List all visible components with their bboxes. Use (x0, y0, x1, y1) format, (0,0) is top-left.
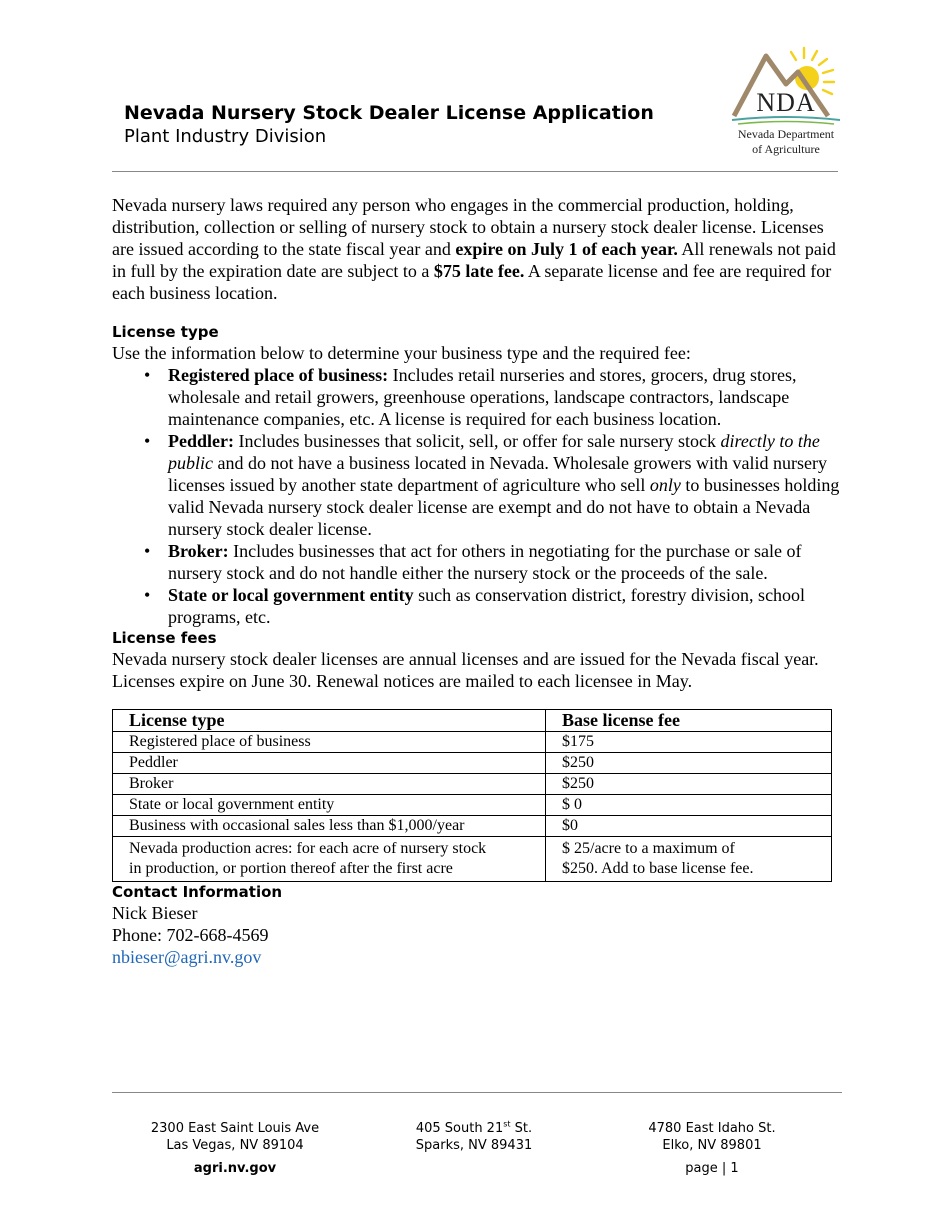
header-divider (112, 171, 838, 172)
page-number: page | 1 (685, 1161, 739, 1176)
table-header-row (113, 710, 832, 732)
table-cell: $0 (546, 816, 832, 837)
table-row (113, 753, 832, 774)
column-header-license-type: License type (113, 710, 546, 732)
license-type-list (112, 364, 840, 628)
table-cell: Peddler (113, 753, 546, 774)
table-cell: Business with occasional sales less than $1,000/year (113, 816, 546, 837)
table-row (113, 837, 832, 882)
table-cell: State or local government entity (113, 795, 546, 816)
license-fee-table (112, 709, 832, 882)
table-row (113, 732, 832, 753)
document-body (112, 194, 840, 968)
footer-address-sparks: 405 South 21st St. Sparks, NV 89431 (415, 1119, 533, 1153)
table-cell: Broker (113, 774, 546, 795)
logo-line2: of Agriculture (752, 142, 820, 156)
document-title: Nevada Nursery Stock Dealer License Application (124, 102, 654, 124)
table-row (113, 795, 832, 816)
license-fees-heading: License fees (112, 629, 217, 647)
license-type-lead: Use the information below to determine your business type and the required fee: (112, 343, 691, 363)
logo-line1: Nevada Department (737, 127, 835, 141)
table-cell: $ 0 (546, 795, 832, 816)
nda-logo (728, 44, 844, 160)
footer-website-link[interactable]: agri.nv.gov (193, 1161, 277, 1176)
footer-divider (112, 1092, 842, 1093)
list-item: • Registered place of business: Includes retail nurseries and stores, grocers, drug stores, wholesale and retail growers, greenhouse operations, landscape contractors, landscape maintenance companies, etc. A license is required for each business location. (144, 365, 797, 429)
logo-letters: NDA (756, 88, 816, 117)
license-fees-paragraph: Nevada nursery stock dealer licenses are annual licenses and are issued for the Nevada fiscal year. Licenses expire on June 30. Renewal notices are mailed to each licensee in May. (112, 649, 819, 691)
contact-email-link[interactable]: nbieser@agri.nv.gov (112, 947, 262, 967)
list-item: • Broker: Includes businesses that act for others in negotiating for the purchase or sale of nursery stock and do not handle either the nursery stock or the proceeds of the sale. (144, 541, 802, 583)
table-cell: Registered place of business (113, 732, 546, 753)
contact-heading: Contact Information (112, 883, 283, 901)
contact-name: Nick Bieser (112, 903, 198, 923)
list-item: • Peddler: Includes businesses that solicit, sell, or offer for sale nursery stock directly to the public and do not have a business located in Nevada. Wholesale growers with valid nursery licenses issued by another state department of agriculture who sell only to businesses holding valid Nevada nursery stock dealer license are exempt and do not have to obtain a Nevada nursery stock dealer license. (144, 431, 840, 539)
table-row (113, 816, 832, 837)
table-row (113, 774, 832, 795)
footer-address-las-vegas: 2300 East Saint Louis Ave Las Vegas, NV 89104 agri.nv.gov (135, 1120, 335, 1177)
table-cell: $250 (546, 774, 832, 795)
table-cell: $ 25/acre to a maximum of $250. Add to base license fee. (546, 837, 832, 882)
table-cell: $250 (546, 753, 832, 774)
license-type-heading: License type (112, 323, 219, 341)
intro-paragraph: Nevada nursery laws required any person who engages in the commercial production, holding, distribution, collection or selling of nursery stock to obtain a nursery stock dealer license. Licenses are issued according to the state fiscal year and expire on July 1 of each year. All renewals not paid in full by the expiration date are subject to a $75 late fee. A separate license and fee are required for each business location. (112, 195, 836, 303)
document-subtitle: Plant Industry Division (124, 126, 327, 147)
footer-address-elko: 4780 East Idaho St. Elko, NV 89801 page | 1 (612, 1120, 812, 1177)
list-item: • State or local government entity such as conservation district, forestry division, school programs, etc. (144, 585, 806, 627)
column-header-base-fee: Base license fee (546, 710, 832, 732)
table-cell: $175 (546, 732, 832, 753)
contact-phone: Phone: 702-668-4569 (112, 925, 269, 945)
table-cell: Nevada production acres: for each acre of nursery stock in production, or portion thereof after the first acre (113, 837, 546, 882)
